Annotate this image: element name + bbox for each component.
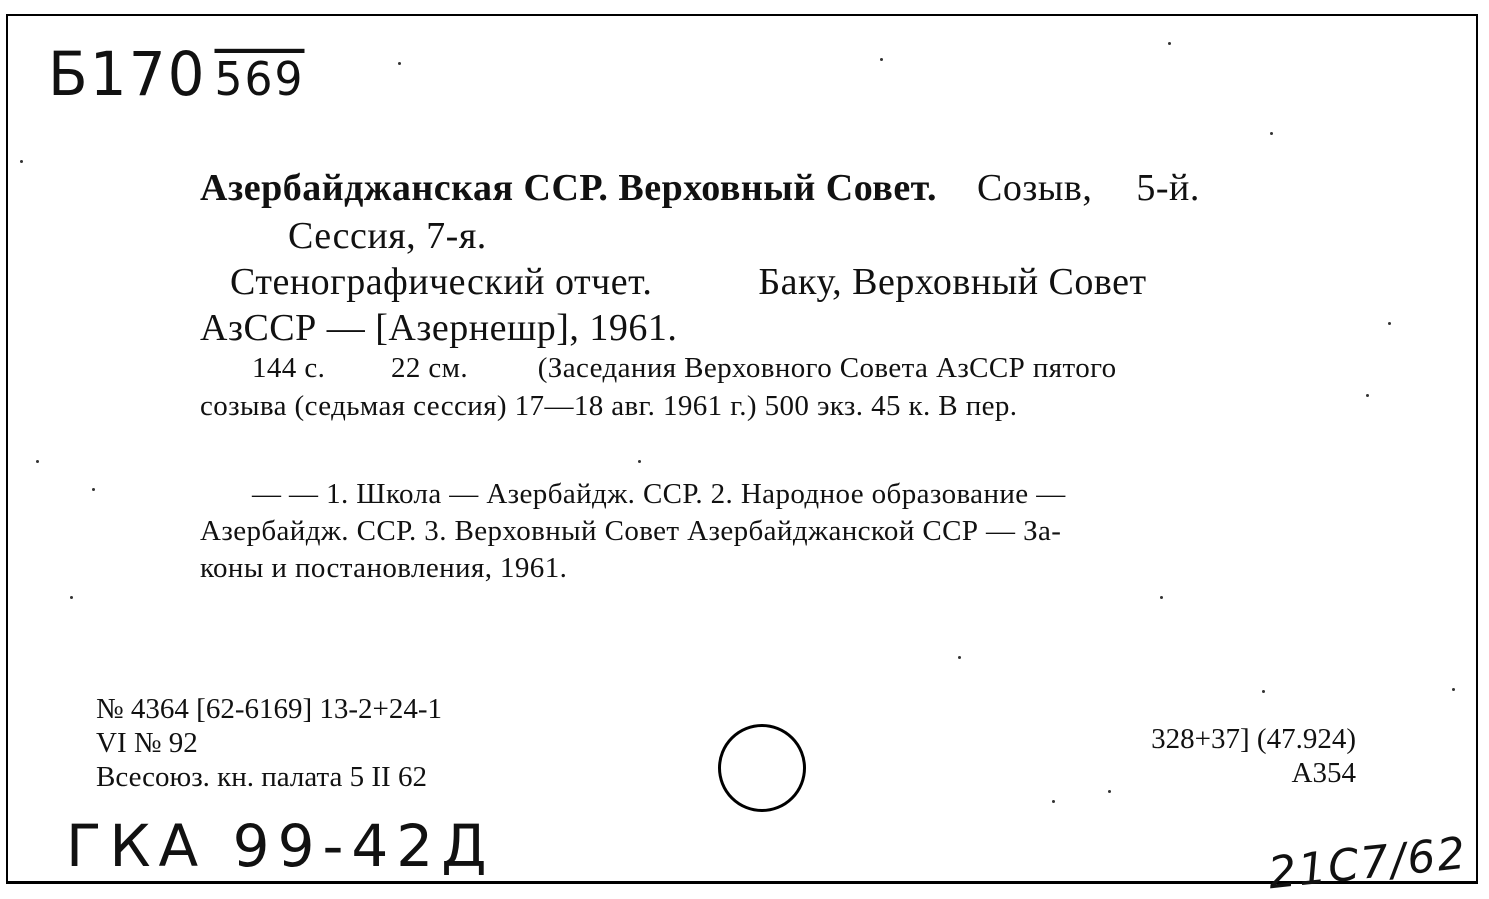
classification-block [1151,722,1356,790]
speck [1262,690,1265,693]
speck [1388,322,1391,325]
speck [70,596,73,599]
speck [1052,800,1055,803]
vi-number: VI № 92 [96,727,198,759]
heading-author: Азербайджанская ССР. Верховный Совет. [200,167,937,209]
collation-line [252,352,1117,385]
title-line [230,260,1147,304]
speck [92,488,95,491]
speck [1452,688,1455,691]
stamp-circle [718,724,806,812]
heading-number: 5-й. [1136,167,1200,209]
title-text: Стенографический отчет. [230,261,653,303]
speck [398,62,401,65]
classification-index: 328+37] (47.924) [1151,723,1356,755]
speck [1160,596,1163,599]
speck [36,460,39,463]
shelf-code-small: 569 [214,53,305,107]
imprint-line: АзССР — [Азернешр], 1961. [200,307,678,349]
shelf-code-main: Б170 [48,38,207,110]
registration-block [96,692,442,794]
collation-pages: 144 с. [252,352,326,384]
speck [880,58,883,61]
collation-note-cont: созыва (седьмая сессия) 17—18 авг. 1961 г.) 500 экз. 45 к. В пер. [200,390,1018,422]
registration-number: № 4364 [62-6169] 13-2+24-1 [96,693,443,725]
subjects-line-1: — — 1. Школа — Азербайдж. ССР. 2. Народное образование — [252,478,1066,510]
cutter-number: А354 [1291,757,1356,789]
speck [20,160,23,163]
session-line: Сессия, 7-я. [288,215,487,257]
speck [1270,132,1273,135]
handwritten-accession-code: ГКА 99-42Д [66,812,495,880]
imprint-place: Баку, Верховный Совет [758,261,1147,303]
handwritten-shelf-code [48,38,304,109]
speck [638,460,641,463]
book-chamber: Всесоюз. кн. палата 5 II 62 [96,761,427,793]
collation-size: 22 см. [390,352,469,384]
speck [1108,790,1111,793]
collation-note: (Заседания Верховного Совета АзССР пятого [537,352,1117,384]
subjects-line-3: коны и постановления, 1961. [200,552,568,584]
handwritten-corner-code: 21С7/62 [1265,827,1470,899]
heading-convocation: Созыв, [977,167,1093,209]
subjects-line-2: Азербайдж. ССР. 3. Верховный Совет Азербайджанской ССР — За- [200,515,1062,547]
speck [958,656,961,659]
heading-line [200,166,1200,210]
speck [1168,42,1171,45]
speck [1366,394,1369,397]
